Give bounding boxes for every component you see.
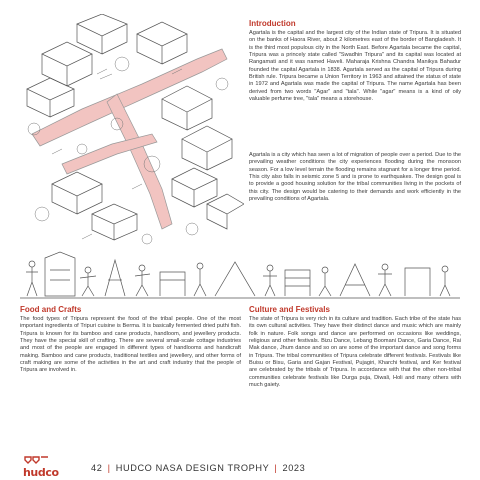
footer-caption xyxy=(91,463,305,473)
introduction-paragraph-2: Agartala is a city which has seen a lot of migration of people over a period. Due to the prevailing weather conditions the city experiences flooding during the monsoon season. For a low level terrain the flooding remains stagnant for a longer time period. This city also falls in seismic zone 5 and is prone to earthquakes. The design goal is to provide a good housing solution for the tribal communities living in the pockets of this city. The design would be catering to their demands and work efficiently in the prevailing conditions of Agartala. xyxy=(249,152,461,203)
footer-title: HUDCO NASA DESIGN TROPHY xyxy=(115,463,270,473)
food-and-crafts-heading: Food and Crafts xyxy=(20,305,82,314)
footer-separator: | xyxy=(107,463,111,473)
footer-separator-2: | xyxy=(274,463,278,473)
people-activities-sketch-strip xyxy=(20,250,460,300)
page-number: 42 xyxy=(91,463,103,473)
culture-and-festivals-heading: Culture and Festivals xyxy=(249,305,330,314)
introduction-paragraph-1: Agartala is the capital and the largest city of the Indian state of Tripura. It is situated on the banks of Haora River, about 2 kilometres east of the border of Bangladesh. It is the third most populous city in the North East. Before Agartala became the capital, Tripura was a princely state called "Swadhin Tripura" and its capital was located at Rangamati and it was named Haveli. Maharaja Krishna Chandra Manikya Bahadur founded the capital Agartala in 1838. Agartala served as the capital of Tripura during British rule. Tripura became a Union Territory in 1963 and attained the status of state in 1972 and Agartala was made the capital of Tripura. The name Agartala has been derived from two words "Agar" and "tala". While "agar" means is a kind of oily valuable perfume tree, "tala" means a storehouse. xyxy=(249,30,461,103)
food-and-crafts-paragraph: The food types of Tripura represent the food of the tribal people. One of the most important ingredients of Tripuri cuisine is Berma. It is basically fermented dried puthi fish. Tripura is known for its bamboo and cane products, handloom, and jewellery products. They have the special skill of crafting. There are several small-scale cottage industries and most of the people are engaged in different types of handlooms and handicraft making. Bamboo and cane products, traditional textiles and jewellery, and other forms of craft making are some of the activities in the art and craft industry that the people of Tripura are involved in. xyxy=(20,316,241,374)
introduction-heading: Introduction xyxy=(249,19,296,28)
footer-year: 2023 xyxy=(282,463,306,473)
culture-and-festivals-paragraph: The state of Tripura is very rich in its culture and tradition. Each tribe of the state has its own cultural activities. They have their distinct dance and music which are mainly folk in nature. Folk songs and dance are performed on occasions like weddings, religious and other festivals. Bizu Dance, Lebang Boomani Dance, Garia Dance, Rai Mak dance, Jhum dance and so on are some of the important dance and song forms in Tripura. The tribal communities of Tripura celebrate different festivals. Festivals like Buisu or Bisu, Garia and Gajan Festival, Pujagiri, Kharchi festival, and Ker festival are celebrated by the tribals of Tripura. In accordance with that the other non-tribal communities celebrate festivals like Durga puja, Diwali, Holi and many others with much gaiety. xyxy=(249,316,461,389)
svg-text:hudco: hudco xyxy=(23,466,59,478)
page-footer xyxy=(22,456,462,478)
aerial-settlement-sketch xyxy=(22,14,244,246)
hudco-logo xyxy=(22,456,68,478)
